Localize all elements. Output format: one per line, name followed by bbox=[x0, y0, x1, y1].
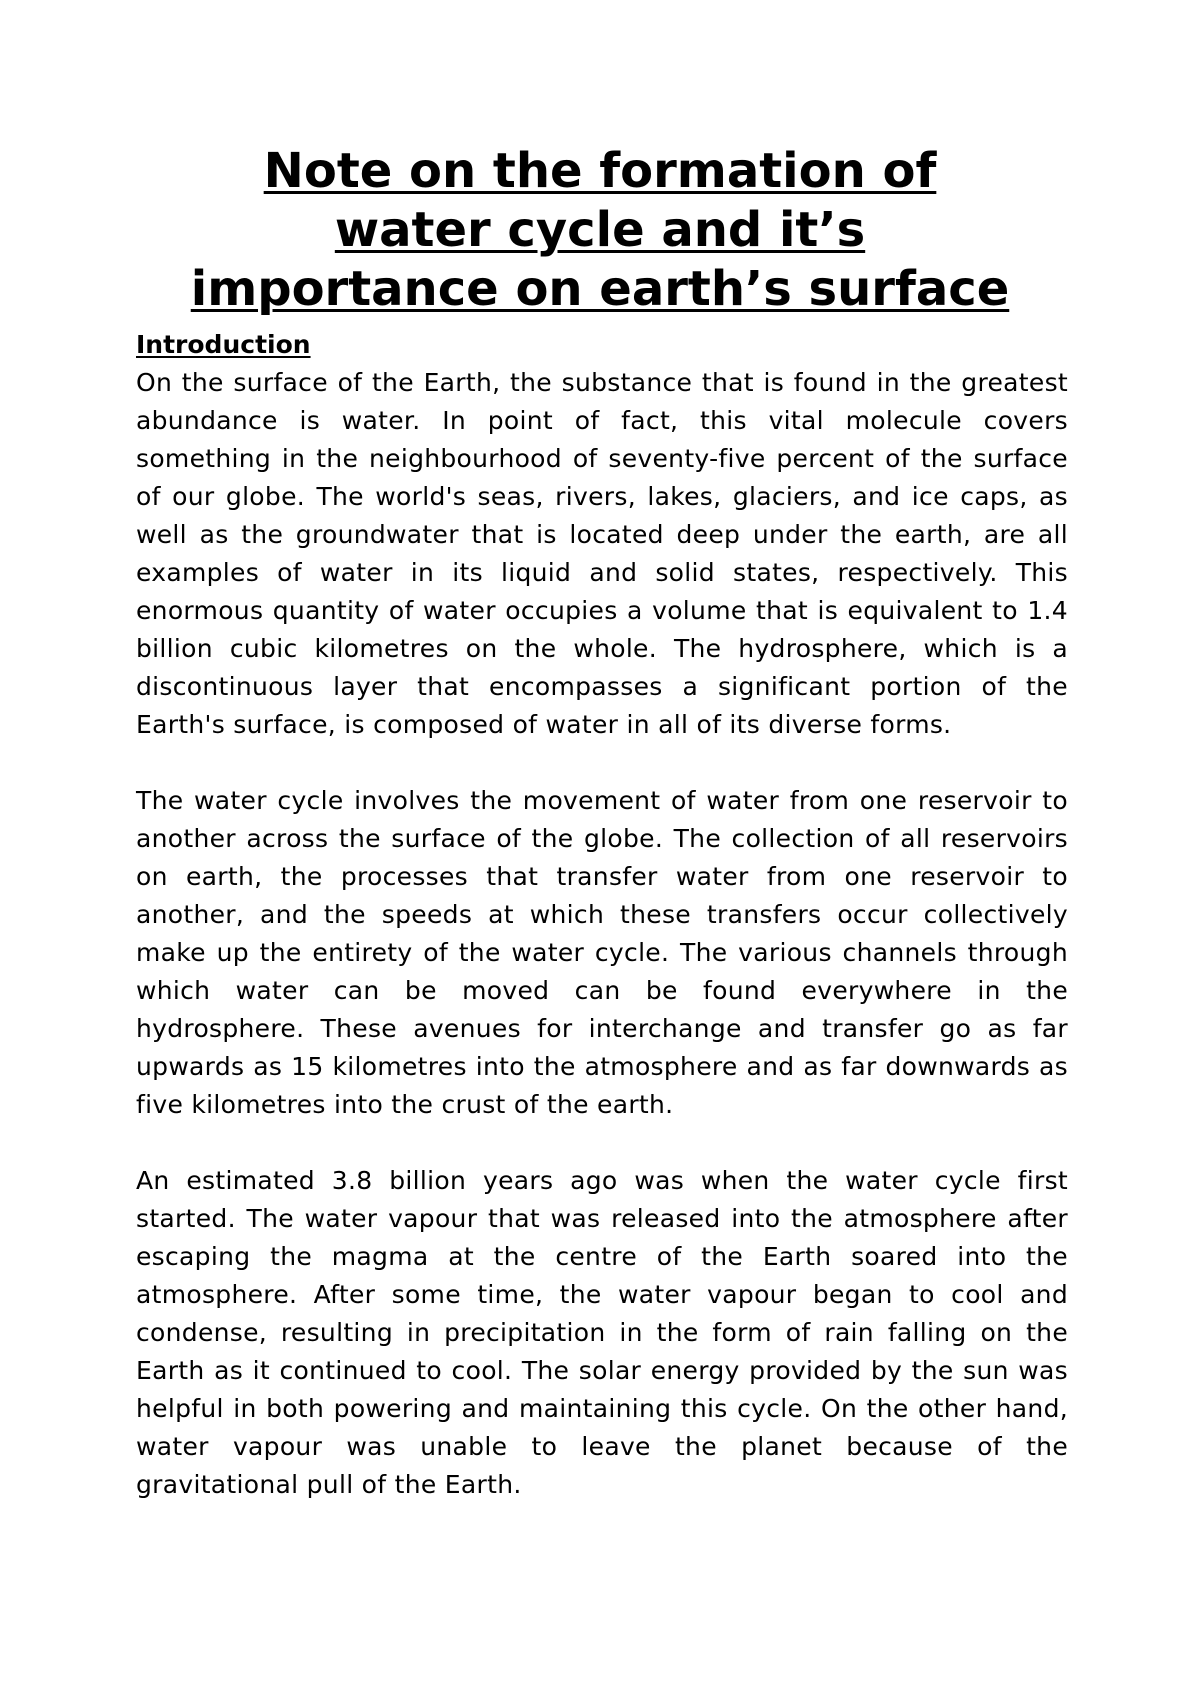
paragraph: An estimated 3.8 billion years ago was when the water cycle first started. The water vapour that was released into the atmosphere after escaping the magma at the centre of the Earth soared into the atmosphere. After some time, the water vapour began to cool and condense, resulting in precipitation in the form of rain falling on the Earth as it continued to cool. The solar energy provided by the sun was helpful in both powering and maintaining this cycle. On the other hand, water vapour was unable to leave the planet because of the gravitational pull of the Earth. bbox=[136, 1166, 1068, 1499]
title-line: Note on the formation of bbox=[263, 143, 937, 199]
paragraph: The water cycle involves the movement of water from one reservoir to another across the surface of the globe. The collection of all reservoirs on earth, the processes that transfer water from one reservoir to another, and the speeds at which these transfers occur collectively make up the entirety of the water cycle. The various channels through which water can be moved can be found everywhere in the hydrosphere. These avenues for interchange and transfer go as far upwards as 15 kilometres into the atmosphere and as far downwards as five kilometres into the crust of the earth. bbox=[136, 786, 1068, 1119]
section-heading-introduction: Introduction bbox=[136, 330, 311, 359]
title-line: water cycle and it’s bbox=[334, 202, 866, 258]
document-body bbox=[136, 326, 1068, 1504]
document-title bbox=[120, 142, 1080, 319]
paragraph: On the surface of the Earth, the substance that is found in the greatest abundance is water. In point of fact, this vital molecule covers something in the neighbourhood of seventy-five percent of the surface of our globe. The world's seas, rivers, lakes, glaciers, and ice caps, as well as the groundwater that is located deep under the earth, are all examples of water in its liquid and solid states, respectively. This enormous quantity of water occupies a volume that is equivalent to 1.4 billion cubic kilometres on the whole. The hydrosphere, which is a discontinuous layer that encompasses a significant portion of the Earth's surface, is composed of water in all of its diverse forms. bbox=[136, 368, 1068, 739]
title-line: importance on earth’s surface bbox=[190, 261, 1010, 317]
